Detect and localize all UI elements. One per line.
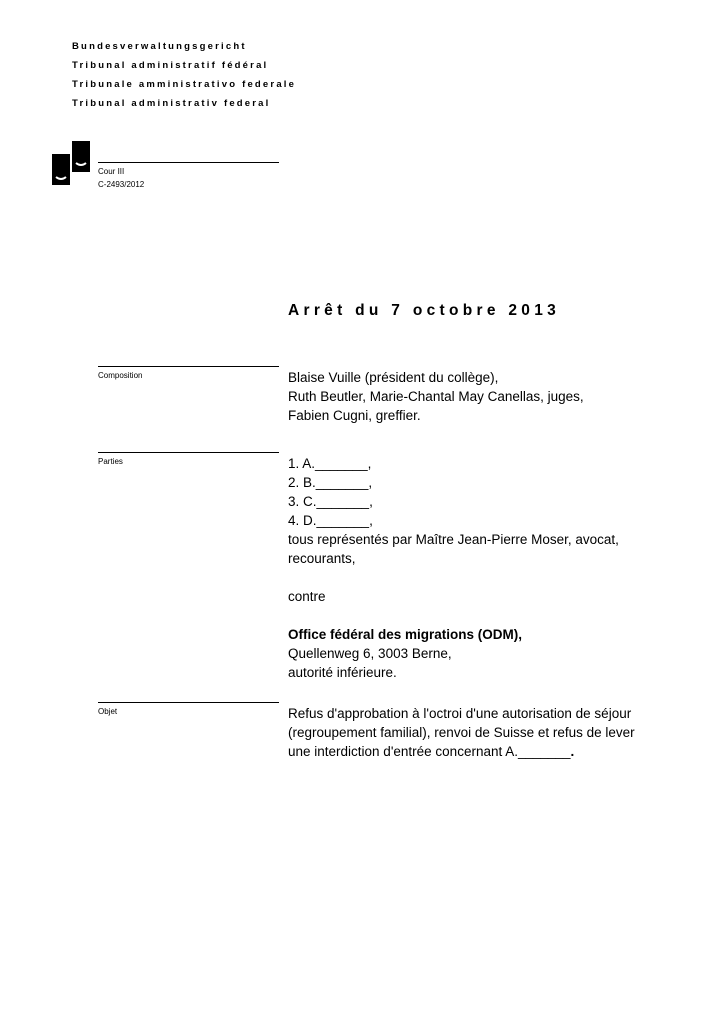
subject-line: Refus d'approbation à l'octroi d'une autorisation de séjour <box>288 706 632 721</box>
page-title: Arrêt du 7 octobre 2013 <box>288 302 561 319</box>
versus-text: contre <box>288 589 326 604</box>
composition-line: Fabien Cugni, greffier. <box>288 408 421 423</box>
composition-line: Blaise Vuille (président du collège), <box>288 370 499 385</box>
court-name-rm: Tribunal administrativ federal <box>72 98 271 109</box>
parties-text <box>288 454 619 682</box>
court-name-it: Tribunale amministrativo federale <box>72 79 297 90</box>
subject-rule <box>98 702 279 703</box>
subject-text <box>288 704 635 761</box>
blank-line <box>288 606 619 625</box>
subject-line-last <box>288 742 635 761</box>
composition-line: Ruth Beutler, Marie-Chantal May Canellas, juges, <box>288 389 584 404</box>
composition-rule <box>98 366 279 367</box>
parties-rule <box>98 452 279 453</box>
appellant-line: 2. B._______, <box>288 475 373 490</box>
representation-line: recourants, <box>288 551 356 566</box>
blank-line <box>288 568 619 587</box>
court-logo-icon <box>52 141 92 185</box>
composition-text <box>288 368 584 425</box>
appellant-line: 3. C._______, <box>288 494 373 509</box>
subject-line: (regroupement familial), renvoi de Suisse et refus de lever <box>288 725 635 740</box>
case-number: C-2493/2012 <box>98 180 145 189</box>
header-rule <box>98 162 279 163</box>
subject-line-end: . <box>570 744 575 759</box>
composition-label: Composition <box>98 371 143 380</box>
court-name-fr: Tribunal administratif fédéral <box>72 60 269 71</box>
representation-line: tous représentés par Maître Jean-Pierre Moser, avocat, <box>288 532 619 547</box>
appellant-line: 1. A._______, <box>288 456 372 471</box>
authority-address: Quellenweg 6, 3003 Berne, <box>288 646 452 661</box>
authority-role: autorité inférieure. <box>288 665 397 680</box>
parties-label: Parties <box>98 457 123 466</box>
subject-label: Objet <box>98 707 118 716</box>
court-name-de: Bundesverwaltungsgericht <box>72 41 247 52</box>
authority-name: Office fédéral des migrations (ODM), <box>288 627 523 642</box>
chamber: Cour III <box>98 167 125 176</box>
court-names <box>72 40 296 116</box>
appellant-line: 4. D._______, <box>288 513 373 528</box>
subject-line-text: une interdiction d'entrée concernant A._______ <box>288 744 571 759</box>
